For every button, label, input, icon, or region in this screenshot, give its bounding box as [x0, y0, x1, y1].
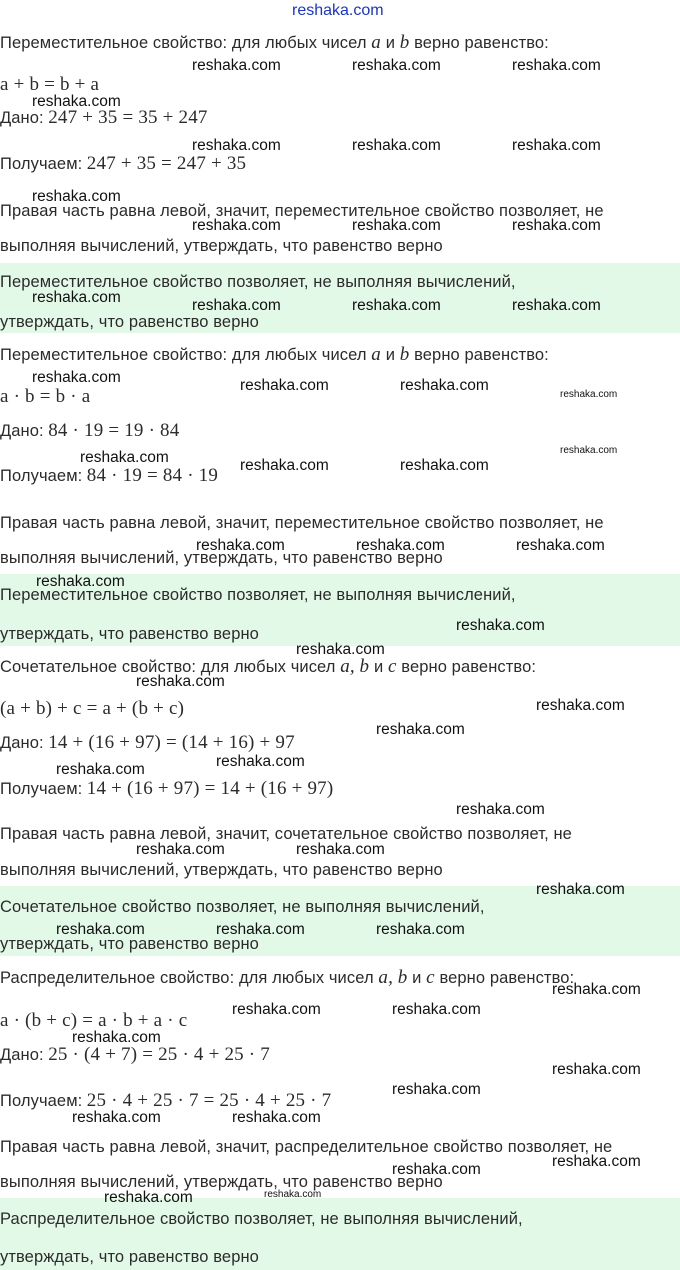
given-line: Дано: 14 + (16 + 97) = (14 + 16) + 97 [0, 732, 295, 753]
watermark: reshaka.com [264, 1189, 322, 1200]
answer-line: Переместительное свойство позволяет, не выполняя вычислений, [0, 586, 516, 604]
watermark: reshaka.com [32, 289, 121, 306]
watermark: reshaka.com [32, 93, 121, 110]
watermark: reshaka.com [356, 537, 445, 554]
watermark: reshaka.com [392, 1161, 481, 1178]
explanation-line: выполняя вычислений, утверждать, что равенство верно [0, 1173, 443, 1191]
explanation-line: выполняя вычислений, утверждать, что равенство верно [0, 861, 443, 879]
watermark: reshaka.com [192, 217, 281, 234]
watermark: reshaka.com [192, 137, 281, 154]
property-intro: Переместительное свойство: для любых чисел a и b верно равенство: [0, 32, 549, 53]
formula: (a + b) + c = a + (b + c) [0, 698, 185, 719]
watermark: reshaka.com [216, 921, 305, 938]
explanation-line: выполняя вычислений, утверждать, что равенство верно [0, 237, 443, 255]
watermark: reshaka.com [376, 721, 465, 738]
given-line: Дано: 84 · 19 = 19 · 84 [0, 420, 180, 441]
explanation-line: Правая часть равна левой, значит, переместительное свойство позволяет, не [0, 202, 604, 220]
watermark: reshaka.com [536, 881, 625, 898]
watermark: reshaka.com [392, 1081, 481, 1098]
watermark: reshaka.com [232, 1109, 321, 1126]
watermark: reshaka.com [192, 297, 281, 314]
watermark: reshaka.com [104, 1189, 193, 1206]
result-line: Получаем: 84 · 19 = 84 · 19 [0, 465, 219, 486]
answer-line: утверждать, что равенство верно [0, 935, 259, 953]
explanation-line: Правая часть равна левой, значит, распределительное свойство позволяет, не [0, 1138, 613, 1156]
answer-line: Переместительное свойство позволяет, не выполняя вычислений, [0, 273, 516, 291]
answer-line: Сочетательное свойство позволяет, не выполняя вычислений, [0, 898, 485, 916]
explanation-line: Правая часть равна левой, значит, сочетательное свойство позволяет, не [0, 825, 572, 843]
watermark: reshaka.com [400, 377, 489, 394]
watermark: reshaka.com [196, 537, 285, 554]
watermark: reshaka.com [456, 617, 545, 634]
watermark: reshaka.com [512, 57, 601, 74]
result-line: Получаем: 14 + (16 + 97) = 14 + (16 + 97) [0, 778, 334, 799]
watermark: reshaka.com [72, 1029, 161, 1046]
watermark: reshaka.com [352, 137, 441, 154]
given-line: Дано: 25 · (4 + 7) = 25 · 4 + 25 · 7 [0, 1044, 270, 1065]
watermark: reshaka.com [536, 697, 625, 714]
watermark: reshaka.com [512, 217, 601, 234]
watermark: reshaka.com [72, 1109, 161, 1126]
formula: a · b = b · a [0, 386, 91, 407]
watermark: reshaka.com [352, 57, 441, 74]
watermark: reshaka.com [512, 297, 601, 314]
watermark: reshaka.com [240, 457, 329, 474]
property-intro: Переместительное свойство: для любых чисел a и b верно равенство: [0, 344, 549, 365]
watermark: reshaka.com [32, 369, 121, 386]
watermark: reshaka.com [136, 841, 225, 858]
formula: a + b = b + a [0, 74, 100, 95]
watermark: reshaka.com [296, 641, 385, 658]
watermark: reshaka.com [240, 377, 329, 394]
property-intro: Распределительное свойство: для любых чисел a, b и c верно равенство: [0, 967, 575, 988]
watermark: reshaka.com [352, 297, 441, 314]
explanation-line: выполняя вычислений, утверждать, что равенство верно [0, 549, 443, 567]
watermark: reshaka.com [512, 137, 601, 154]
watermark: reshaka.com [552, 981, 641, 998]
watermark: reshaka.com [232, 1001, 321, 1018]
given-line: Дано: 247 + 35 = 35 + 247 [0, 107, 208, 128]
watermark: reshaka.com [552, 1061, 641, 1078]
result-line: Получаем: 25 · 4 + 25 · 7 = 25 · 4 + 25 · 7 [0, 1090, 332, 1111]
watermark: reshaka.com [560, 389, 618, 400]
watermark: reshaka.com [80, 449, 169, 466]
watermark: reshaka.com [392, 1001, 481, 1018]
formula: a · (b + c) = a · b + a · c [0, 1010, 188, 1031]
watermark: reshaka.com [192, 57, 281, 74]
watermark: reshaka.com [376, 921, 465, 938]
watermark: reshaka.com [352, 217, 441, 234]
answer-line: утверждать, что равенство верно [0, 313, 259, 331]
property-intro: Сочетательное свойство: для любых чисел a, b и c верно равенство: [0, 656, 537, 677]
watermark: reshaka.com [560, 445, 618, 456]
watermark: reshaka.com [36, 573, 125, 590]
watermark: reshaka.com [56, 921, 145, 938]
watermark: reshaka.com [456, 801, 545, 818]
site-header-link[interactable]: reshaka.com [292, 2, 384, 19]
watermark: reshaka.com [216, 753, 305, 770]
result-line: Получаем: 247 + 35 = 247 + 35 [0, 153, 247, 174]
watermark: reshaka.com [552, 1153, 641, 1170]
answer-line: утверждать, что равенство верно [0, 1248, 259, 1266]
answer-line: утверждать, что равенство верно [0, 625, 259, 643]
watermark: reshaka.com [56, 761, 145, 778]
answer-line: Распределительное свойство позволяет, не выполняя вычислений, [0, 1210, 523, 1228]
watermark: reshaka.com [516, 537, 605, 554]
watermark: reshaka.com [296, 841, 385, 858]
watermark: reshaka.com [32, 188, 121, 205]
watermark: reshaka.com [136, 673, 225, 690]
watermark: reshaka.com [400, 457, 489, 474]
explanation-line: Правая часть равна левой, значит, переместительное свойство позволяет, не [0, 514, 604, 532]
